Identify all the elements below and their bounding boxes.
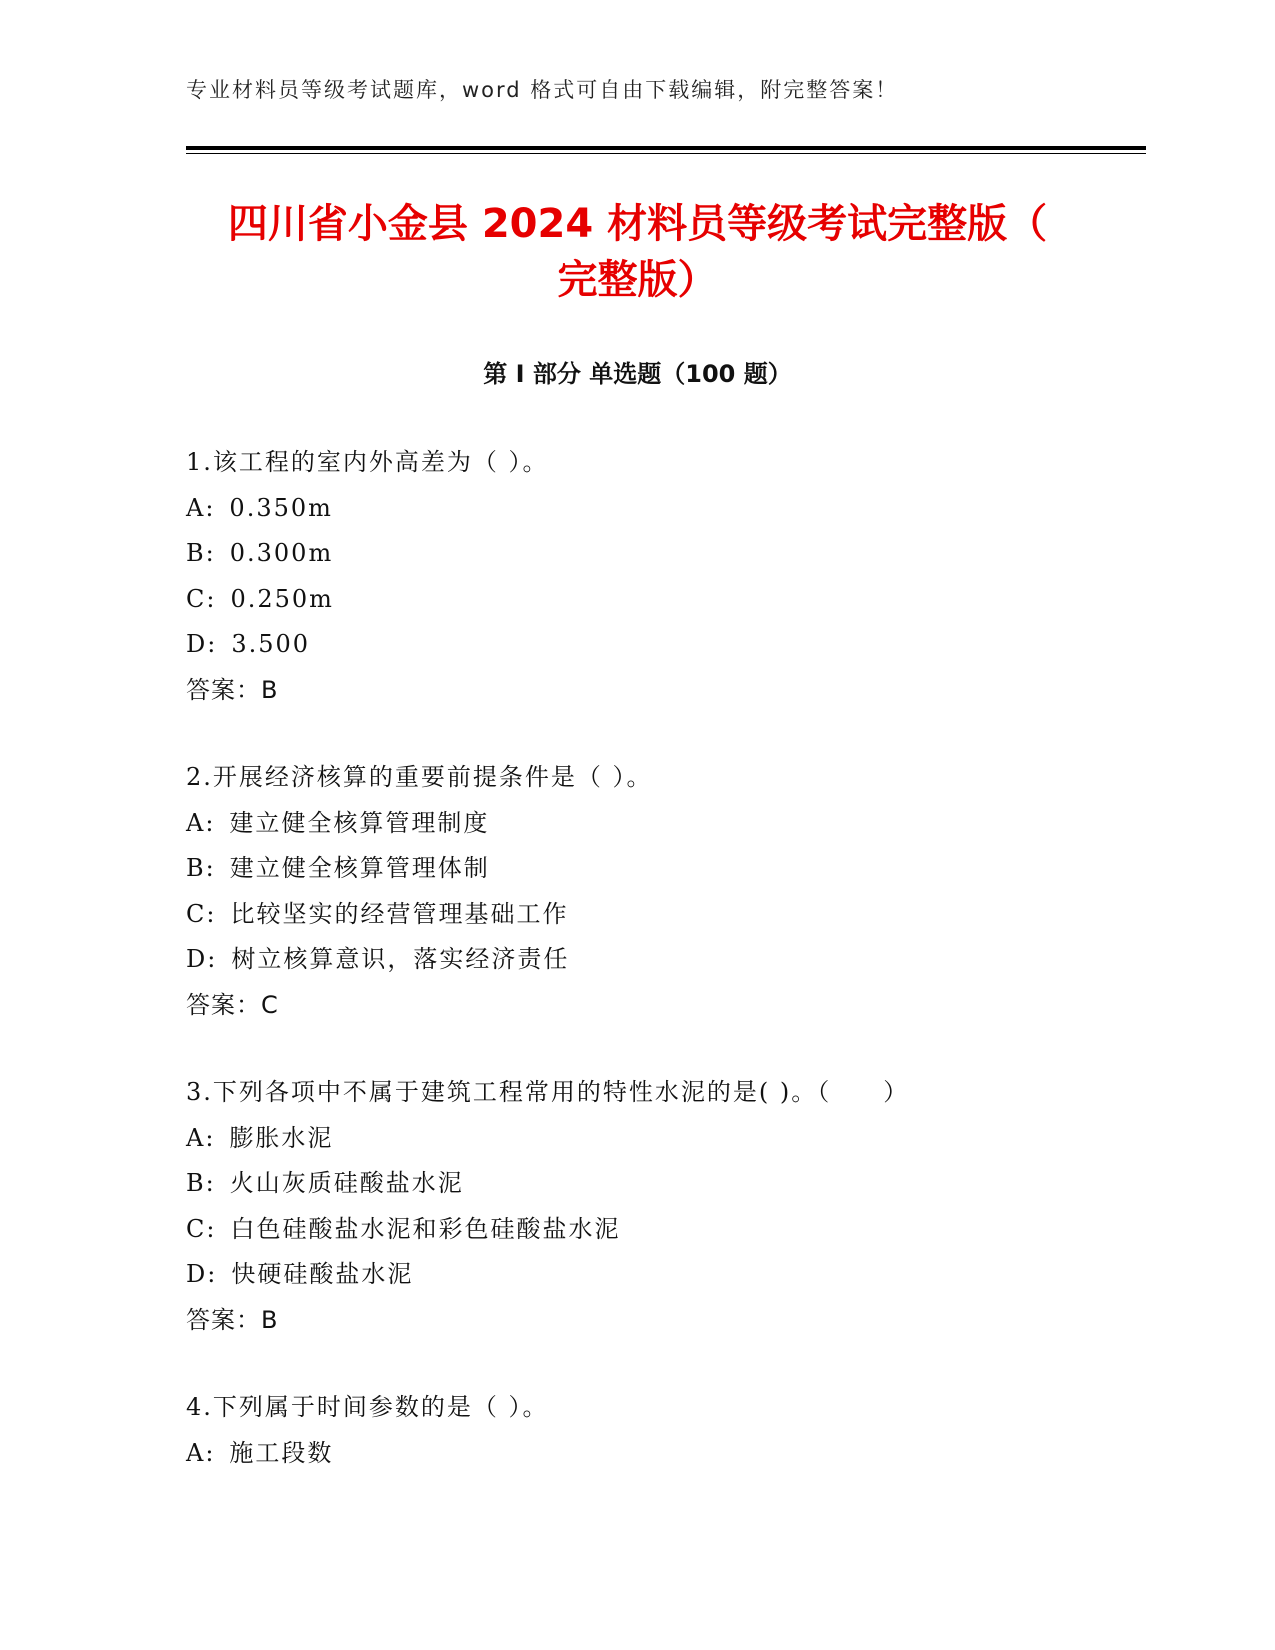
option-c (186, 892, 1136, 938)
question-stem: 2.开展经济核算的重要前提条件是（ ）。 (186, 763, 653, 791)
option-a (186, 1116, 1136, 1162)
option-label: D: (186, 945, 218, 973)
header-note: 专业材料员等级考试题库，word 格式可自由下载编辑，附完整答案！ (186, 78, 899, 102)
option-label: B: (186, 1169, 216, 1197)
question-2 (186, 755, 1136, 1028)
question-list (186, 440, 1136, 1518)
answer-text: 答案：B (186, 1305, 279, 1334)
question-3 (186, 1070, 1136, 1343)
header-rule-thick (186, 146, 1146, 150)
header-rule-thin (186, 153, 1146, 154)
option-c (186, 1207, 1136, 1253)
option-d (186, 937, 1136, 983)
option-label: A: (186, 1438, 216, 1467)
question-stem: 1.该工程的室内外高差为（ ）。 (186, 448, 549, 476)
document-title (180, 196, 1095, 308)
option-label: A: (186, 1123, 216, 1152)
option-text: 0.350m (229, 493, 333, 522)
question-stem: 4.下列属于时间参数的是（ ）。 (186, 1393, 549, 1421)
option-text: 0.250m (230, 584, 334, 613)
option-label: C: (186, 1214, 217, 1243)
option-d (186, 622, 1136, 668)
answer-text: 答案：C (186, 990, 279, 1019)
option-text: 膨胀水泥 (229, 1123, 334, 1152)
document-title-line-1: 四川省小金县 2024 材料员等级考试完整版（ (227, 201, 1048, 247)
option-d (186, 1252, 1136, 1298)
section-heading: 第 I 部分 单选题（100 题） (483, 360, 792, 388)
document-title-line-2: 完整版） (557, 257, 718, 303)
option-text: 建立健全核算管理体制 (229, 854, 490, 882)
option-text: 建立健全核算管理制度 (229, 808, 490, 837)
option-label: D: (186, 1260, 218, 1288)
option-label: A: (186, 493, 216, 522)
option-a (186, 801, 1136, 847)
option-c (186, 577, 1136, 623)
question-4 (186, 1385, 1136, 1476)
option-b (186, 846, 1136, 892)
option-label: C: (186, 899, 217, 928)
option-text: 3.500 (231, 630, 311, 658)
option-a (186, 1431, 1136, 1477)
option-label: C: (186, 584, 217, 613)
question-1 (186, 440, 1136, 713)
option-label: B: (186, 539, 216, 567)
option-label: A: (186, 808, 216, 837)
option-text: 快硬硅酸盐水泥 (231, 1260, 414, 1288)
option-label: B: (186, 854, 216, 882)
option-b (186, 531, 1136, 577)
question-stem: 3.下列各项中不属于建筑工程常用的特性水泥的是( )。（ ） (186, 1078, 910, 1106)
option-text: 比较坚实的经营管理基础工作 (230, 899, 569, 928)
answer-text: 答案：B (186, 675, 279, 704)
option-text: 0.300m (229, 539, 334, 567)
option-b (186, 1161, 1136, 1207)
option-a (186, 486, 1136, 532)
option-text: 施工段数 (229, 1438, 334, 1467)
option-text: 白色硅酸盐水泥和彩色硅酸盐水泥 (230, 1214, 621, 1243)
option-text: 树立核算意识，落实经济责任 (231, 945, 570, 973)
option-label: D: (186, 630, 218, 658)
option-text: 火山灰质硅酸盐水泥 (229, 1169, 464, 1197)
